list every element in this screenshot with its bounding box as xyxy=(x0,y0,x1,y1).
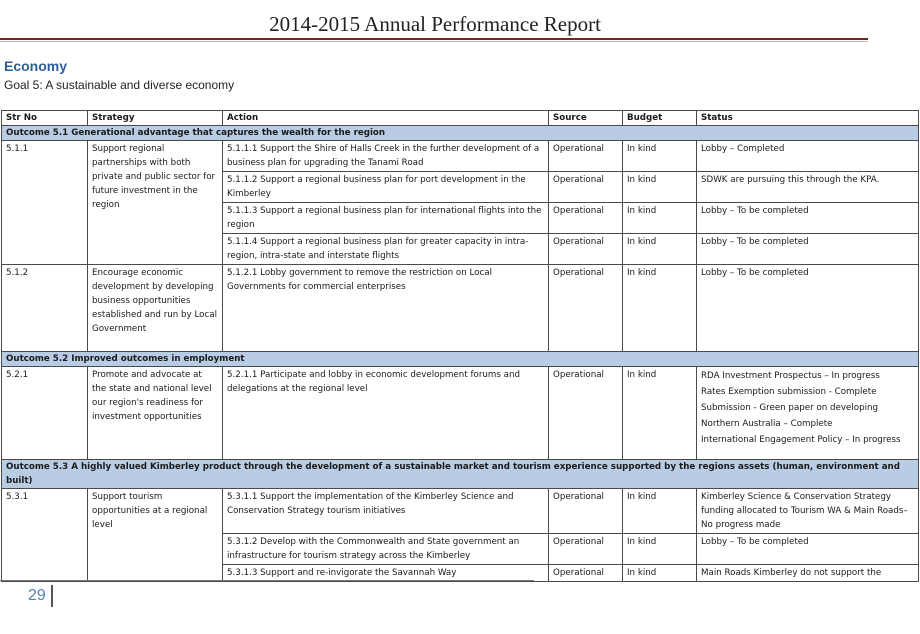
status-cell xyxy=(697,367,919,460)
source-cell: Operational xyxy=(549,265,623,352)
source-cell: Operational xyxy=(549,367,623,460)
status-cell: Lobby – To be completed xyxy=(697,203,919,234)
budget-cell: In kind xyxy=(623,265,697,352)
outcome-row xyxy=(2,126,919,141)
status-cell: Lobby – To be completed xyxy=(697,265,919,352)
status-cell: Main Roads Kimberley do not support the xyxy=(697,565,919,582)
budget-cell: In kind xyxy=(623,367,697,460)
budget-cell: In kind xyxy=(623,489,697,534)
action-cell: 5.1.1.2 Support a regional business plan for port development in the Kimberley xyxy=(223,172,549,203)
outcome-row xyxy=(2,352,919,367)
budget-cell: In kind xyxy=(623,141,697,172)
action-cell: 5.3.1.3 Support and re-invigorate the Savannah Way xyxy=(223,565,549,582)
status-line: International Engagement Policy – In progress xyxy=(701,435,901,445)
source-cell: Operational xyxy=(549,172,623,203)
footer-rule xyxy=(0,580,534,581)
status-line: Rates Exemption submission - Complete xyxy=(701,387,877,397)
action-cell: 5.3.1.1 Support the implementation of the Kimberley Science and Conservation Strategy tourism initiatives xyxy=(223,489,549,534)
section-title: Economy xyxy=(4,58,68,74)
budget-cell: In kind xyxy=(623,172,697,203)
str-no-cell: 5.1.2 xyxy=(2,265,88,352)
page-number-divider xyxy=(51,585,53,607)
budget-cell: In kind xyxy=(623,534,697,565)
action-cell: 5.1.2.1 Lobby government to remove the restriction on Local Governments for commercial enterprises xyxy=(223,265,549,352)
page-number: 29 xyxy=(28,587,46,604)
budget-cell: In kind xyxy=(623,234,697,265)
status-cell: Kimberley Science & Conservation Strategy funding allocated to Tourism WA & Main Roads– No progress made xyxy=(697,489,919,534)
document-title: 2014-2015 Annual Performance Report xyxy=(269,12,601,36)
source-cell: Operational xyxy=(549,234,623,265)
outcome-heading: Outcome 5.3 A highly valued Kimberley product through the development of a sustainable market and tourism experience supported by the regions assets (human, environment and built) xyxy=(2,460,919,489)
outcome-row xyxy=(2,460,919,489)
status-line: RDA Investment Prospectus – In progress xyxy=(701,371,880,381)
status-cell: SDWK are pursuing this through the KPA. xyxy=(697,172,919,203)
source-cell: Operational xyxy=(549,534,623,565)
header-budget: Budget xyxy=(623,111,697,126)
header-action: Action xyxy=(223,111,549,126)
action-cell: 5.2.1.1 Participate and lobby in economic development forums and delegations at the regional level xyxy=(223,367,549,460)
strategy-cell: Support tourism opportunities at a regional level xyxy=(88,489,223,582)
status-cell: Lobby – Completed xyxy=(697,141,919,172)
budget-cell: In kind xyxy=(623,203,697,234)
table-row xyxy=(2,265,919,352)
header-strategy: Strategy xyxy=(88,111,223,126)
performance-table xyxy=(1,110,919,582)
strategy-cell: Support regional partnerships with both private and public sector for future investment in the region xyxy=(88,141,223,265)
status-line: Submission - Green paper on developing Northern Australia – Complete xyxy=(701,403,879,429)
source-cell: Operational xyxy=(549,141,623,172)
action-cell: 5.1.1.3 Support a regional business plan for international flights into the region xyxy=(223,203,549,234)
action-cell: 5.1.1.1 Support the Shire of Halls Creek in the further development of a business plan for upgrading the Tanami Road xyxy=(223,141,549,172)
header-str-no: Str No xyxy=(2,111,88,126)
action-cell: 5.3.1.2 Develop with the Commonwealth and State government an infrastructure for tourism strategy across the Kimberley xyxy=(223,534,549,565)
strategy-cell: Promote and advocate at the state and national level our region's readiness for investment opportunities xyxy=(88,367,223,460)
source-cell: Operational xyxy=(549,489,623,534)
table-row xyxy=(2,367,919,460)
table-row xyxy=(2,141,919,172)
strategy-cell: Encourage economic development by developing business opportunities established and run by Local Government xyxy=(88,265,223,352)
title-rule-secondary xyxy=(0,41,868,42)
str-no-cell: 5.1.1 xyxy=(2,141,88,265)
header-source: Source xyxy=(549,111,623,126)
table-row xyxy=(2,489,919,534)
status-cell: Lobby – To be completed xyxy=(697,534,919,565)
header-status: Status xyxy=(697,111,919,126)
source-cell: Operational xyxy=(549,203,623,234)
source-cell: Operational xyxy=(549,565,623,582)
str-no-cell: 5.3.1 xyxy=(2,489,88,582)
goal-subtitle: Goal 5: A sustainable and diverse economy xyxy=(4,78,235,92)
outcome-heading: Outcome 5.2 Improved outcomes in employment xyxy=(2,352,919,367)
budget-cell: In kind xyxy=(623,565,697,582)
title-rule xyxy=(0,38,868,40)
str-no-cell: 5.2.1 xyxy=(2,367,88,460)
outcome-heading: Outcome 5.1 Generational advantage that captures the wealth for the region xyxy=(2,126,919,141)
action-cell: 5.1.1.4 Support a regional business plan for greater capacity in intra-region, intra-state and interstate flights xyxy=(223,234,549,265)
table-header-row xyxy=(2,111,919,126)
status-cell: Lobby – To be completed xyxy=(697,234,919,265)
